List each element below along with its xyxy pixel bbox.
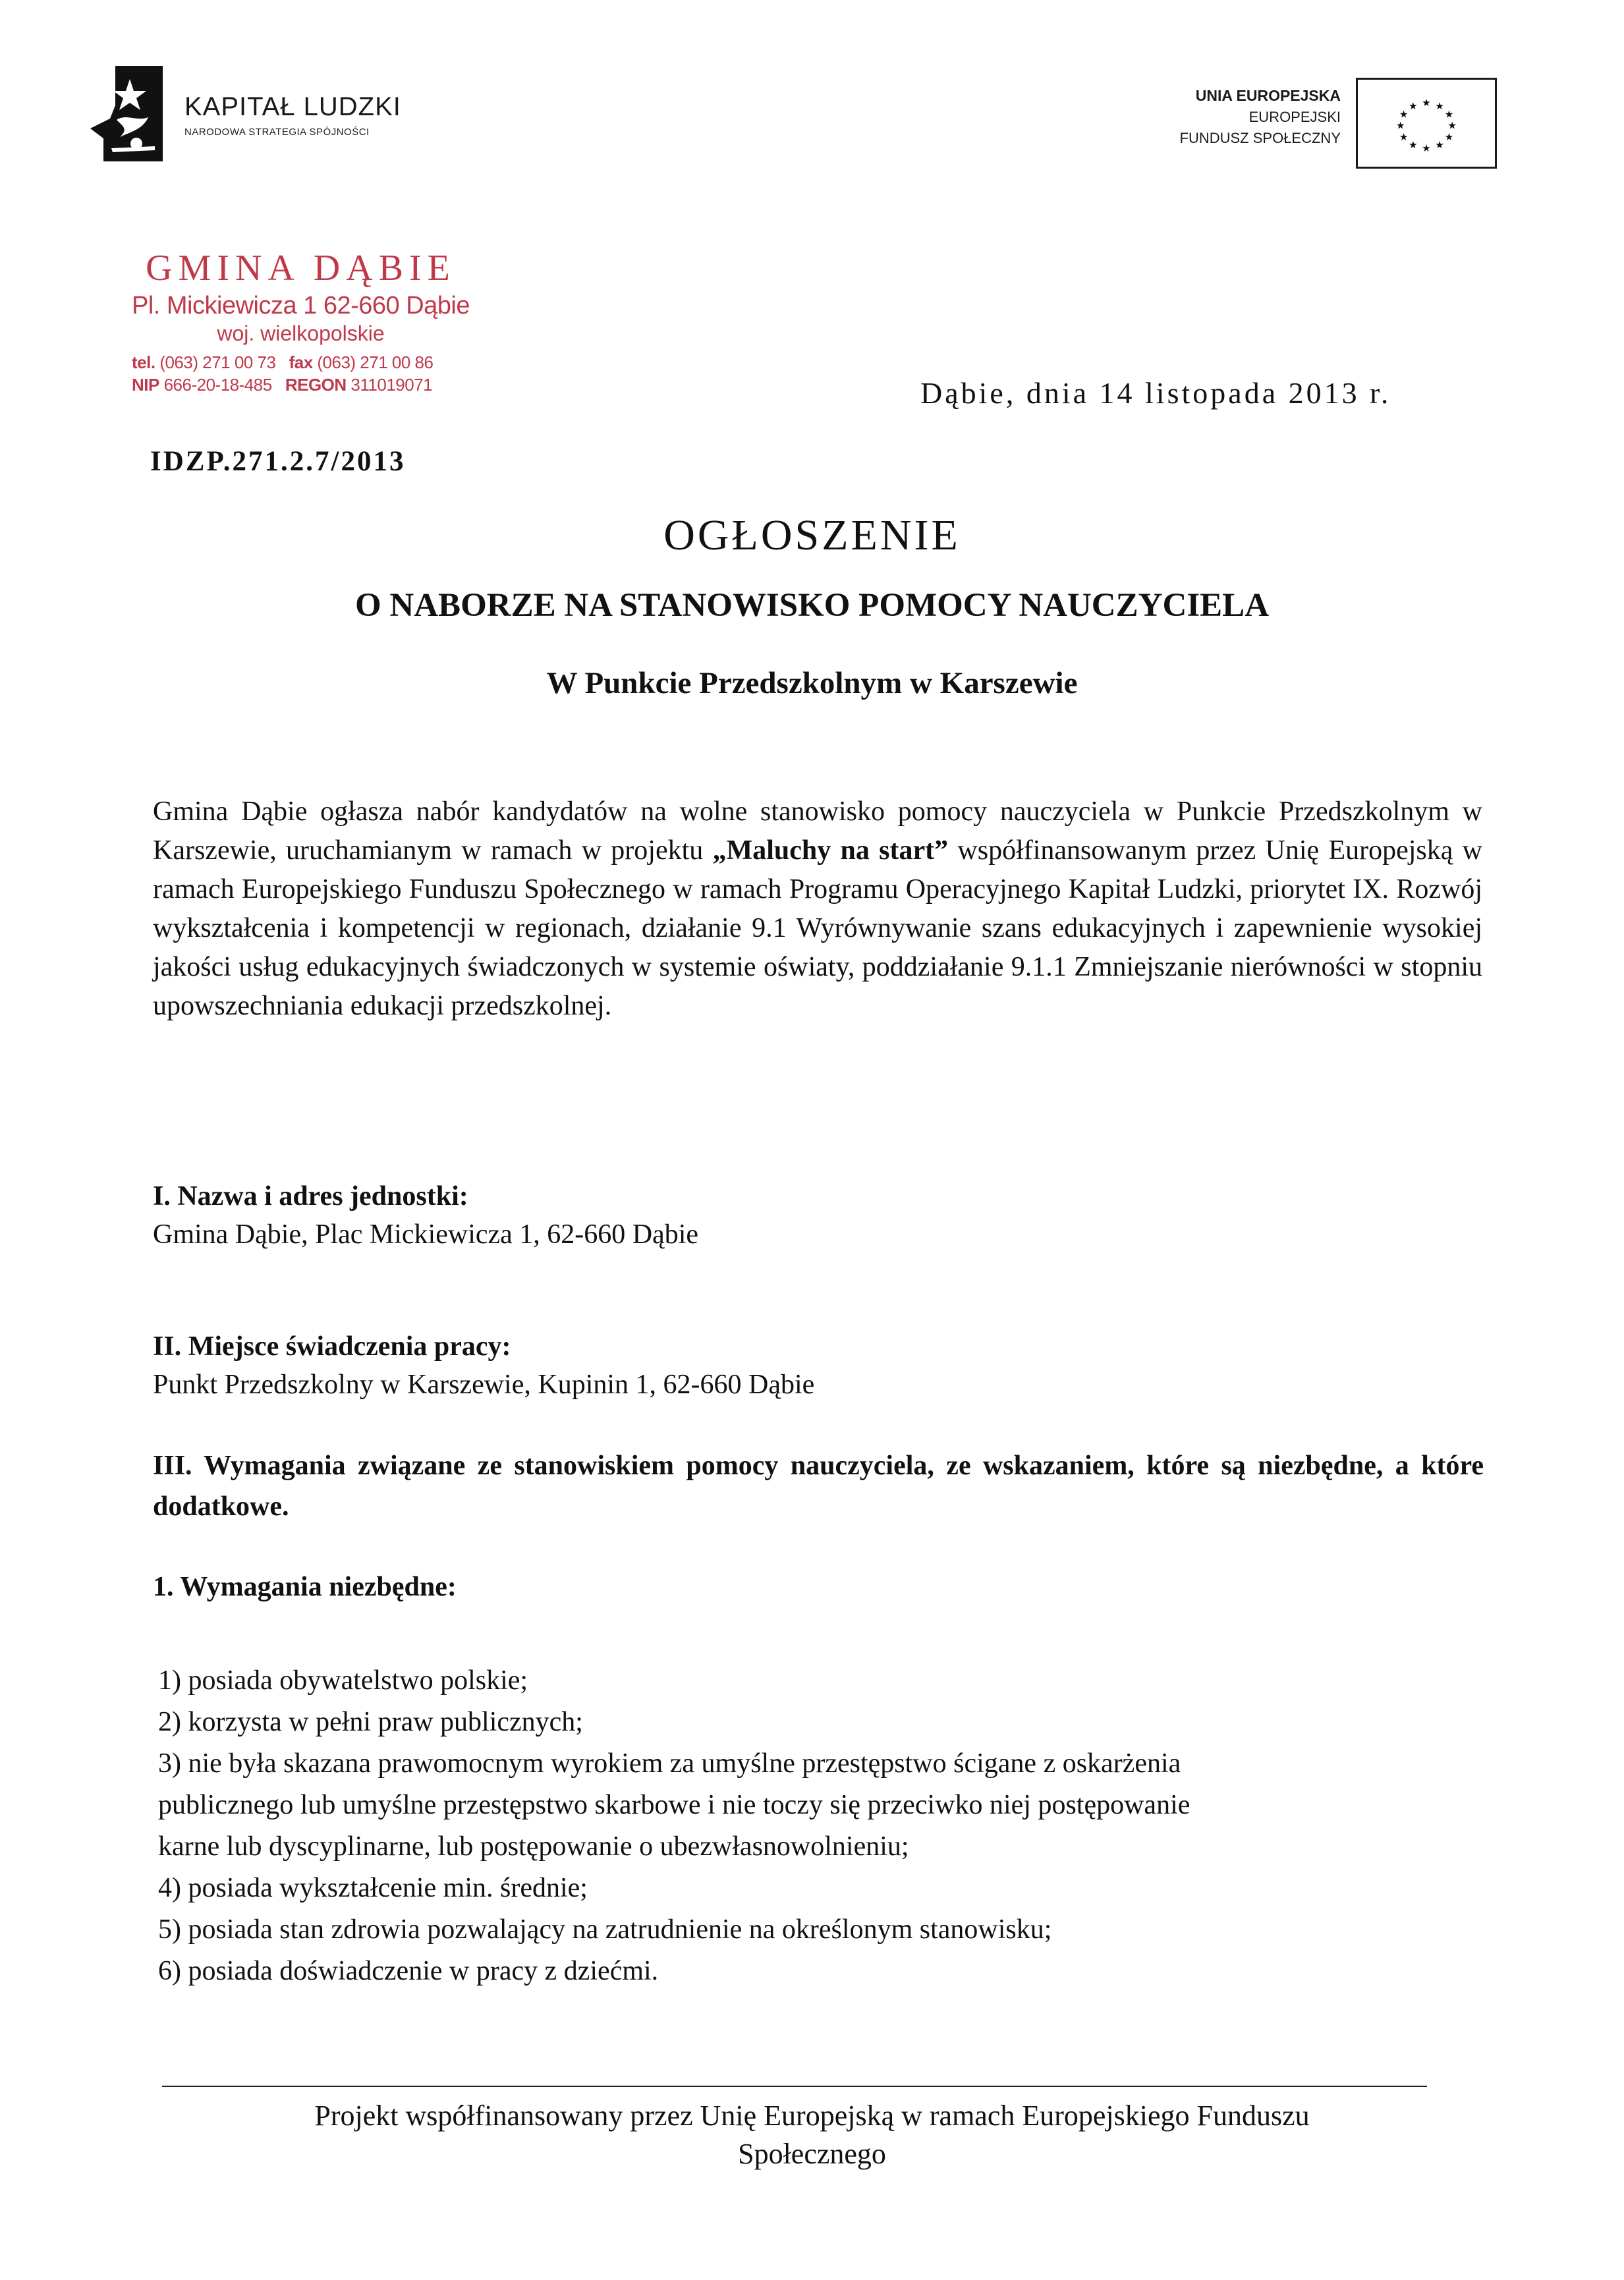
project-name: „Maluchy na start”	[712, 835, 949, 866]
document-subtitle: O NABORZE NA STANOWISKO POMOCY NAUCZYCIELA	[354, 587, 1270, 624]
kapital-ludzki-logo-icon	[90, 66, 163, 161]
reference-number: IDZP.271.2.7/2013	[150, 446, 406, 477]
stamp-regon-label: REGON	[285, 375, 347, 395]
document-subtitle-location: W Punkcie Przedszkolnym w Karszewie	[546, 666, 1078, 700]
stamp-municipality-name: GMINA DĄBIE	[146, 248, 456, 289]
stamp-tel-label: tel.	[132, 352, 155, 372]
stamp-nip: 666-20-18-485	[163, 375, 272, 395]
stamp-contact	[132, 351, 470, 396]
requirements-list	[158, 1660, 1496, 1992]
stamp-address: Pl. Mickiewicza 1 62-660 Dąbie	[132, 292, 470, 320]
svg-text:★: ★	[1444, 130, 1454, 143]
stamp-fax: (063) 271 00 86	[317, 352, 434, 372]
svg-text:★: ★	[1399, 108, 1409, 121]
svg-text:★: ★	[1409, 139, 1418, 152]
kapital-ludzki-title: KAPITAŁ LUDZKI	[184, 92, 401, 121]
list-item: 2) korzysta w pełni praw publicznych;	[158, 1707, 583, 1737]
eu-label-line2: EUROPEJSKI	[1248, 109, 1341, 125]
footer-line1: Projekt współfinansowany przez Unię Europejską w ramach Europejskiego Funduszu	[314, 2099, 1310, 2132]
document-title: OGŁOSZENIE	[663, 511, 961, 559]
footer-line2: Społecznego	[738, 2138, 886, 2170]
section-unit-name	[153, 1181, 698, 1250]
list-item: 6) posiada doświadczenie w pracy z dziećmi.	[158, 1956, 659, 1986]
intro-paragraph	[153, 792, 1482, 1026]
required-qualifications-title: 1. Wymagania niezbędne:	[153, 1572, 457, 1602]
stamp-regon: 311019071	[350, 375, 433, 395]
intro-text-part1: Gmina Dąbie ogłasza nabór kandydatów na wolne stanowisko pomocy nauczyciela w Punkcie Przedszkolnym w Karszewie, uruchamianym w ramach w projektu	[153, 796, 1482, 866]
eu-label-line3: FUNDUSZ SPOŁECZNY	[1179, 130, 1341, 146]
svg-text:★: ★	[1422, 142, 1431, 155]
list-item: publicznego lub umyślne przestępstwo skarbowe i nie toczy się przeciwko niej postępowanie	[158, 1790, 1190, 1820]
eu-flag-icon	[1356, 78, 1497, 169]
svg-text:★: ★	[1409, 99, 1418, 112]
svg-text:★: ★	[1447, 119, 1457, 132]
intro-text-part2: współfinansowanym przez Unię Europejską w ramach Europejskiego Funduszu Społecznego w ramach Programu Operacyjnego Kapitał Ludzki, priorytet IX. Rozwój wykształcenia i kompetencji w regionach, działanie 9.1 Wyrównywanie szans edukacyjnych i zapewnienie wysokiej jakości usług edukacyjnych świadczonych w systemie oświaty, poddziałanie 9.1.1 Zmniejszanie nierówności w stopniu upowszechniania edukacji przedszkolnej.	[153, 835, 1482, 1021]
section-title: I. Nazwa i adres jednostki:	[153, 1181, 468, 1211]
kapital-ludzki-subtitle: NARODOWA STRATEGIA SPÓJNOŚCI	[184, 126, 370, 138]
stamp-fax-label: fax	[289, 352, 313, 372]
svg-text:★: ★	[1435, 99, 1444, 112]
section-requirements-title: III. Wymagania związane ze stanowiskiem pomocy nauczyciela, ze wskazaniem, które są niezbędne, a które dodatkowe.	[153, 1451, 1484, 1522]
stamp-tel: (063) 271 00 73	[159, 352, 276, 372]
footer-note	[0, 2097, 1624, 2173]
footer-divider	[162, 2086, 1427, 2087]
list-item: 4) posiada wykształcenie min. średnie;	[158, 1873, 588, 1903]
section-title: II. Miejsce świadczenia pracy:	[153, 1331, 511, 1362]
list-item: 5) posiada stan zdrowia pozwalający na zatrudnienie na określonym stanowisku;	[158, 1914, 1052, 1945]
document-date: Dąbie, dnia 14 listopada 2013 r.	[920, 376, 1391, 410]
list-item: karne lub dyscyplinarne, lub postępowanie o ubezwłasnowolnieniu;	[158, 1831, 909, 1862]
eu-fund-label	[1180, 87, 1341, 147]
svg-text:★: ★	[1422, 97, 1431, 109]
list-item: 1) posiada obywatelstwo polskie;	[158, 1665, 528, 1696]
svg-text:★: ★	[1399, 130, 1409, 143]
svg-text:★: ★	[1444, 108, 1454, 121]
svg-text:★: ★	[1395, 119, 1405, 132]
svg-text:★: ★	[1435, 139, 1444, 152]
stamp-region: woj. wielkopolskie	[217, 321, 385, 345]
list-item: 3) nie była skazana prawomocnym wyrokiem za umyślne przestępstwo ścigane z oskarżenia	[158, 1748, 1181, 1779]
section-body: Gmina Dąbie, Plac Mickiewicza 1, 62-660 Dąbie	[153, 1219, 699, 1250]
section-workplace	[153, 1331, 814, 1401]
section-body: Punkt Przedszkolny w Karszewie, Kupinin 1, 62-660 Dąbie	[153, 1370, 815, 1400]
municipality-stamp	[132, 247, 470, 396]
eu-label-line1: UNIA EUROPEJSKA	[1195, 87, 1341, 104]
stamp-nip-label: NIP	[132, 375, 159, 395]
